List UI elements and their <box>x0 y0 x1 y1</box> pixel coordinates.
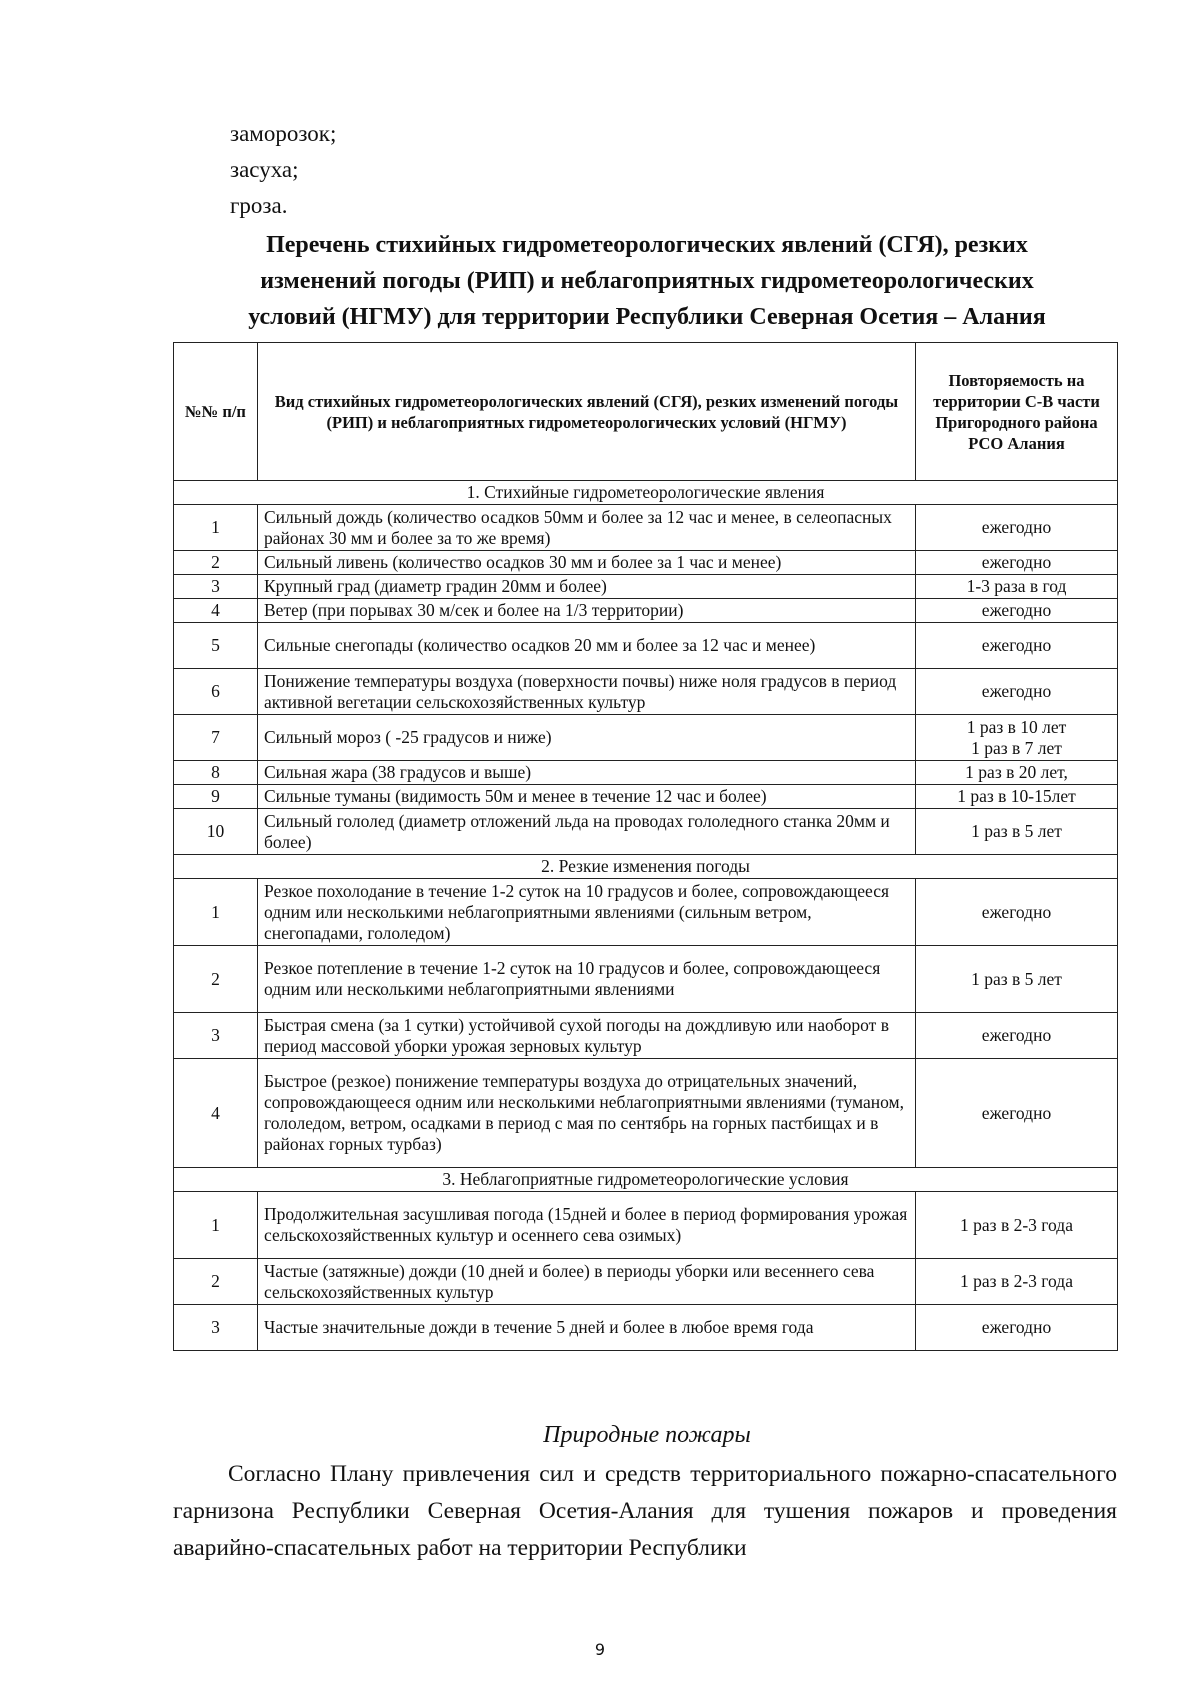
table-row <box>174 1059 1118 1168</box>
table-row <box>174 599 1118 623</box>
list-item-drought: засуха; <box>230 157 299 182</box>
table-row <box>174 715 1118 761</box>
row-description: Сильная жара (38 градусов и выше) <box>258 761 916 785</box>
table-row <box>174 551 1118 575</box>
table-row <box>174 946 1118 1013</box>
section-row <box>174 1168 1118 1192</box>
row-number: 1 <box>174 1192 258 1259</box>
row-description: Сильный мороз ( -25 градусов и ниже) <box>258 715 916 761</box>
table-row <box>174 575 1118 599</box>
table-row <box>174 809 1118 855</box>
row-description: Сильный ливень (количество осадков 30 мм и более за 1 час и менее) <box>258 551 916 575</box>
table-row <box>174 623 1118 669</box>
row-frequency: ежегодно <box>916 879 1118 946</box>
table-title-line-1: Перечень стихийных гидрометеорологических явлений (СГЯ), резких <box>266 232 1028 258</box>
section-row <box>174 855 1118 879</box>
list-item-frost: заморозок; <box>230 121 337 146</box>
page-number: 9 <box>594 1640 606 1659</box>
row-frequency: 1 раз в 5 лет <box>916 809 1118 855</box>
row-frequency: ежегодно <box>916 623 1118 669</box>
section-title: 2. Резкие изменения погоды <box>174 855 1118 879</box>
row-frequency: 1 раз в 5 лет <box>916 946 1118 1013</box>
row-number: 4 <box>174 599 258 623</box>
list-item-thunderstorm: гроза. <box>230 193 288 218</box>
table-row <box>174 505 1118 551</box>
row-number: 9 <box>174 785 258 809</box>
section-title: 3. Неблагоприятные гидрометеорологические условия <box>174 1168 1118 1192</box>
row-frequency <box>916 715 1118 761</box>
row-number: 2 <box>174 1259 258 1305</box>
row-description: Понижение температуры воздуха (поверхности почвы) ниже ноля градусов в период активной вегетации сельскохозяйственных культур <box>258 669 916 715</box>
section-subheading: Природные пожары <box>543 1422 751 1448</box>
row-frequency-line-2: 1 раз в 7 лет <box>971 737 1062 758</box>
section-row <box>174 481 1118 505</box>
row-number: 3 <box>174 1305 258 1351</box>
row-frequency: ежегодно <box>916 1305 1118 1351</box>
table-row <box>174 1192 1118 1259</box>
row-description: Резкое похолодание в течение 1-2 суток на 10 градусов и более, сопровождающееся одним или несколькими неблагоприятными явлениями (сильным ветром, снегопадами, гололедом) <box>258 879 916 946</box>
header-number: №№ п/п <box>174 343 258 481</box>
row-frequency: 1 раз в 20 лет, <box>916 761 1118 785</box>
row-frequency: ежегодно <box>916 551 1118 575</box>
body-paragraph: Согласно Плану привлечения сил и средств территориального пожарно-спасательного гарнизона Республики Северная Осетия-Алания для тушения пожаров и проведения аварийно-спасательных работ на территории Республики <box>173 1461 1117 1561</box>
row-frequency: 1 раз в 10-15лет <box>916 785 1118 809</box>
row-description: Сильные туманы (видимость 50м и менее в течение 12 час и более) <box>258 785 916 809</box>
row-number: 8 <box>174 761 258 785</box>
row-frequency: ежегодно <box>916 505 1118 551</box>
table-row <box>174 761 1118 785</box>
row-number: 1 <box>174 879 258 946</box>
row-description: Сильные снегопады (количество осадков 20 мм и более за 12 час и менее) <box>258 623 916 669</box>
table-title-line-2: изменений погоды (РИП) и неблагоприятных гидрометеорологических <box>260 268 1034 294</box>
header-phenomenon-type: Вид стихийных гидрометеорологических явлений (СГЯ), резких изменений погоды (РИП) и неблагоприятных гидрометеорологических условий (НГМУ) <box>258 343 916 481</box>
row-frequency: 1-3 раза в год <box>916 575 1118 599</box>
row-description: Ветер (при порывах 30 м/сек и более на 1/3 территории) <box>258 599 916 623</box>
table-header-row <box>174 343 1118 481</box>
table-row <box>174 879 1118 946</box>
row-frequency-line-1: 1 раз в 10 лет <box>966 716 1067 737</box>
row-description: Резкое потепление в течение 1-2 суток на 10 градусов и более, сопровождающееся одним или несколькими неблагоприятными явлениями <box>258 946 916 1013</box>
row-description: Частые значительные дожди в течение 5 дней и более в любое время года <box>258 1305 916 1351</box>
row-description: Быстрая смена (за 1 сутки) устойчивой сухой погоды на дождливую или наоборот в период массовой уборки урожая зерновых культур <box>258 1013 916 1059</box>
table-row <box>174 785 1118 809</box>
table-row <box>174 1013 1118 1059</box>
row-description: Частые (затяжные) дожди (10 дней и более) в периоды уборки или весеннего сева сельскохозяйственных культур <box>258 1259 916 1305</box>
row-frequency: ежегодно <box>916 1059 1118 1168</box>
row-frequency: 1 раз в 2-3 года <box>916 1192 1118 1259</box>
row-description: Продолжительная засушливая погода (15дней и более в период формирования урожая сельскохозяйственных культур и осеннего сева озимых) <box>258 1192 916 1259</box>
table-row <box>174 1259 1118 1305</box>
row-description: Крупный град (диаметр градин 20мм и более) <box>258 575 916 599</box>
row-frequency: ежегодно <box>916 1013 1118 1059</box>
header-frequency: Повторяемость на территории С-В части Пригородного района РСО Алания <box>916 343 1118 481</box>
row-number: 5 <box>174 623 258 669</box>
table-row <box>174 1305 1118 1351</box>
hazards-table <box>173 342 1118 1351</box>
row-number: 3 <box>174 575 258 599</box>
row-number: 3 <box>174 1013 258 1059</box>
row-frequency: 1 раз в 2-3 года <box>916 1259 1118 1305</box>
row-description: Сильный гололед (диаметр отложений льда на проводах гололедного станка 20мм и более) <box>258 809 916 855</box>
row-number: 7 <box>174 715 258 761</box>
row-number: 10 <box>174 809 258 855</box>
row-number: 2 <box>174 551 258 575</box>
row-description: Быстрое (резкое) понижение температуры воздуха до отрицательных значений, сопровождающееся одним или несколькими неблагоприятными явлениями (туманом, гололедом, ветром, осадками в период с мая по сентябрь на горных пастбищах и в районах горных турбаз) <box>258 1059 916 1168</box>
table-row <box>174 669 1118 715</box>
section-title: 1. Стихийные гидрометеорологические явления <box>174 481 1118 505</box>
row-description: Сильный дождь (количество осадков 50мм и более за 12 час и менее, в селеопасных районах 30 мм и более за то же время) <box>258 505 916 551</box>
table-title-line-3: условий (НГМУ) для территории Республики Северная Осетия – Алания <box>248 304 1046 330</box>
row-number: 2 <box>174 946 258 1013</box>
row-number: 1 <box>174 505 258 551</box>
row-frequency: ежегодно <box>916 599 1118 623</box>
row-number: 6 <box>174 669 258 715</box>
row-number: 4 <box>174 1059 258 1168</box>
row-frequency: ежегодно <box>916 669 1118 715</box>
